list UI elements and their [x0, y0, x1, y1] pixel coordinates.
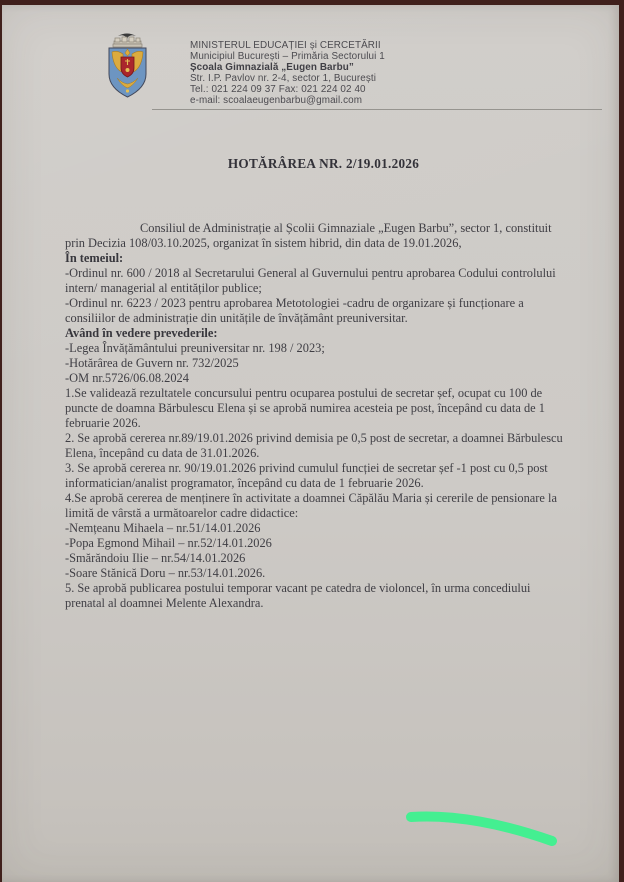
decision-paragraph: 2. Se aprobă cererea nr.89/19.01.2026 privind demisia pe 0,5 post de secretar, a doamnei Bărbulescu Elena, începând cu data de 31.01.2026.: [65, 431, 563, 460]
bucharest-coat-of-arms-icon: [103, 30, 152, 102]
basis-item: -Ordinul nr. 6223 / 2023 pentru aprobarea Metotologiei -cadru de organizare și funcționare a consiliilor de administrație din unitățile de învățământ preuniversitar.: [65, 296, 524, 325]
paper-sheet: [2, 5, 619, 882]
school-name: Școala Gimnazială „Eugen Barbu”: [190, 61, 354, 73]
retiree-line: -Popa Egmond Mihail – nr.52/14.01.2026: [65, 536, 272, 550]
municipality-line: Municipiul București – Primăria Sectorului 1: [190, 50, 385, 62]
decision-paragraph: 3. Se aprobă cererea nr. 90/19.01.2026 privind cumulul funcției de secretar șef -1 post cu 0,5 post informatician/analist programator, începând cu data de 1 februarie 2026.: [65, 461, 548, 490]
retiree-line: -Smărăndoiu Ilie – nr.54/14.01.2026: [65, 551, 246, 565]
basis-item: -Ordinul nr. 600 / 2018 al Secretarului General al Guvernului pentru aprobarea Codului controlului intern/ managerial al entităților publice;: [65, 266, 556, 295]
document-body: [65, 221, 565, 611]
ministry-line: MINISTERUL EDUCAȚIEI și CERCETĂRII: [190, 40, 381, 51]
provision-item: -Hotărârea de Guvern nr. 732/2025: [65, 356, 239, 370]
provision-item: -OM nr.5726/06.08.2024: [65, 371, 189, 385]
decision-paragraph: 5. Se aprobă publicarea postului temporar vacant pe catedra de violoncel, în urma concediului prenatal al doamnei Melente Alexandra.: [65, 581, 531, 610]
letterhead-divider: [152, 109, 602, 110]
retiree-line: -Soare Stănică Doru – nr.53/14.01.2026.: [65, 566, 266, 580]
provisions-heading: Având în vedere prevederile:: [65, 326, 218, 340]
retiree-line: -Nemțeanu Mihaela – nr.51/14.01.2026: [65, 521, 261, 535]
decision-paragraph: 4.Se aprobă cererea de menținere în activitate a doamnei Căpălău Maria și cererile de pensionare la limită de vârstă a următoarelor cadre didactice:: [65, 491, 557, 520]
intro-paragraph: Consiliul de Administrație al Școlii Gimnaziale „Eugen Barbu”, sector 1, constituit prin Decizia 108/03.10.2025, organizat în sistem hibrid, din data de 19.01.2026,: [65, 221, 552, 250]
basis-heading: În temeiul:: [65, 251, 124, 265]
email-line: e-mail: scoalaeugenbarbu@gmail.com: [190, 94, 363, 106]
phone-fax-line: Tel.: 021 224 09 37 Fax: 021 224 02 40: [190, 83, 366, 95]
decision-paragraph: 1.Se validează rezultatele concursului pentru ocuparea postului de secretar șef, ocupat cu 100 de puncte de doamna Bărbulescu Elena și se aprobă numirea acesteia pe post, începând cu data de 1 februarie 2026.: [65, 386, 545, 430]
document-title: HOTĂRÂREA NR. 2/19.01.2026: [227, 156, 420, 171]
address-line: Str. I.P. Pavlov nr. 2-4, sector 1, București: [190, 72, 376, 84]
provision-item: -Legea Învățământului preuniversitar nr. 198 / 2023;: [65, 341, 325, 355]
letterhead: [190, 41, 530, 106]
